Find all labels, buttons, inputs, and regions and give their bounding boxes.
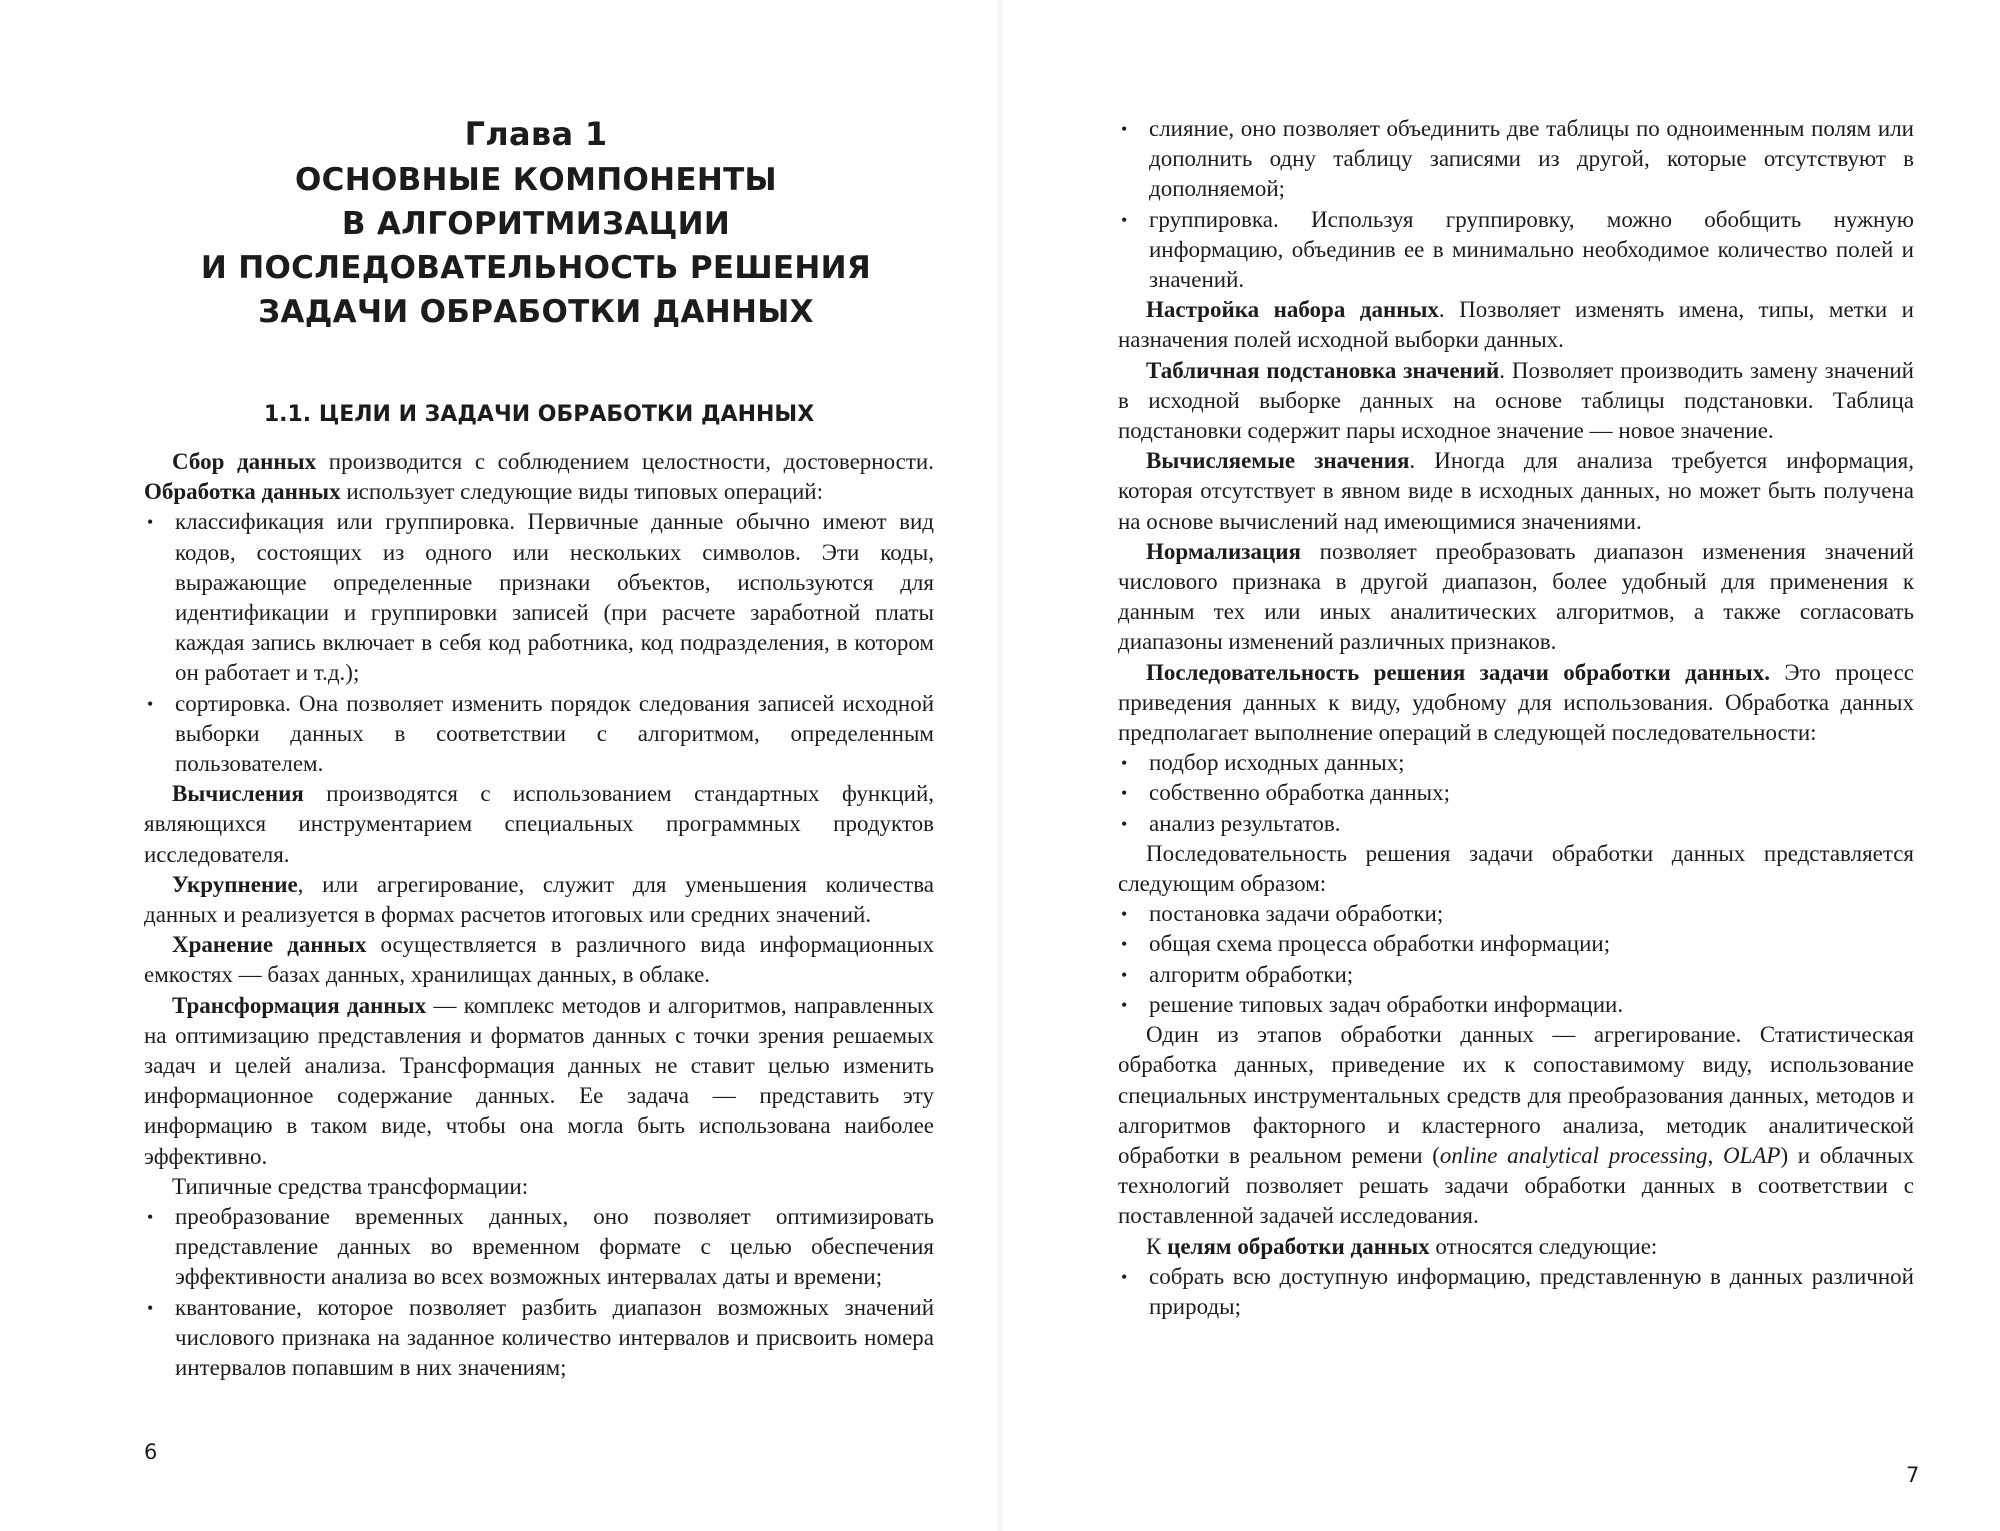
paragraph-calculations (144, 779, 934, 870)
paragraph-text: позволяет преобразовать диапазон изменения значений числового признака в другой диапазон, более удобный для применения к данным тех или иных аналитических алгоритмов, а также согласовать диапазоны изменений различных признаков. (1118, 538, 1914, 655)
paragraph-transform-tools: Типичные средства трансформации: (172, 1173, 529, 1199)
chapter-heading (138, 112, 934, 334)
paragraph-table-substitution (1118, 356, 1914, 447)
term: Нормализация (1146, 538, 1301, 564)
list-item: • постановка задачи обработки; (1118, 899, 1914, 929)
left-text-column (144, 112, 934, 1383)
paragraph-text: , или агрегирование, служит для уменьшения количества данных и реализуется в формах расчетов итоговых или средних значений. (144, 871, 934, 928)
paragraph-text: использует следующие виды типовых операций: (340, 479, 823, 505)
section-title: 1.1. ЦЕЛИ И ЗАДАЧИ ОБРАБОТКИ ДАННЫХ (263, 402, 815, 427)
processing-steps-list (1118, 748, 1914, 839)
chapter-title-line: ЗАДАЧИ ОБРАБОТКИ ДАННЫХ (258, 294, 814, 330)
term: Вычисления (172, 781, 304, 807)
paragraph-text: производится с соблюдением целостности, достоверности. (316, 449, 934, 474)
list-item: • собственно обработка данных; (1118, 778, 1914, 808)
term: Вычисляемые значения (1146, 448, 1410, 474)
goals-list (1118, 1262, 1914, 1322)
paragraph-data-collection (144, 447, 934, 507)
page-number: 7 (1906, 1463, 1920, 1487)
paragraph-text: — комплекс методов и алгоритмов, направленных на оптимизацию представления и форматов данных с точки зрения решаемых задач и целей анализа. Трансформация данных не ставит целью изменить информационное содержание данных. Ее задача — представить эту информацию в таком виде, чтобы она могла быть использована наиболее эффективно. (144, 992, 934, 1169)
term: Хранение данных (172, 932, 367, 958)
operations-list (144, 507, 934, 779)
list-item: • собрать всю доступную информацию, представленную в данных различной природы; (1118, 1262, 1914, 1322)
term: Сбор данных (172, 449, 317, 474)
chapter-title-line: ОСНОВНЫЕ КОМПОНЕНТЫ (295, 162, 777, 198)
list-item: • анализ результатов. (1118, 809, 1914, 839)
list-item: • подбор исходных данных; (1118, 748, 1914, 778)
paragraph-goals (1118, 1232, 1914, 1262)
paragraph-normalization (1118, 537, 1914, 658)
paragraph-solution-sequence (1118, 658, 1914, 749)
paragraph-text: Один из этапов обработки данных — агрегирование. Статистическая обработка данных, приведение их к сопоставимому виду, использование специальных инструментальных средств для преобразования данных, методов и алгоритмов факторного и кластерного анализа, методик аналитической обработки в реальном ремени ( (1118, 1022, 1914, 1168)
paragraph-aggregation (144, 870, 934, 930)
term: целям обработки данных (1167, 1233, 1430, 1259)
solution-list (1118, 899, 1914, 1020)
list-item: • сортировка. Она позволяет изменить порядок следования записей исходной выборки данных в соответствии с алгоритмом, определенным пользователем. (144, 689, 934, 780)
right-text-column (1118, 114, 1914, 1322)
paragraph-aggregation-stage (1118, 1020, 1914, 1231)
paragraph-storage (144, 930, 934, 990)
paragraph-text: . Позволяет производить замену значений в исходной выборке данных на основе таблицы подстановки. Таблица подстановки содержит пары исходное значение — новое значение. (1118, 357, 1914, 444)
list-item: • преобразование временных данных, оно позволяет оптимизировать представление данных во временном формате с целью обеспечения эффективности анализа во всех возможных интервалах даты и времени; (144, 1202, 934, 1293)
paragraph-text: производятся с использованием стандартных функций, являющихся инструментарием специальных программных продуктов исследователя. (144, 781, 934, 867)
term: Укрупнение (172, 871, 298, 897)
list-item: • квантование, которое позволяет разбить диапазон возможных значений числового признака на заданное количество интервалов и присвоить номера интервалов попавшим в них значениям; (144, 1293, 934, 1384)
italic-term: OLAP (1722, 1142, 1781, 1168)
page-number: 6 (144, 1440, 158, 1464)
paragraph-text: . Иногда для анализа требуется информация, которая отсутствует в явном виде в исходных данных, но может быть получена на основе вычислений над имеющимися значениями. (1118, 448, 1914, 534)
transformation-list-continued (1118, 114, 1914, 295)
term: Последовательность решения задачи обработки данных. (1146, 659, 1770, 685)
list-item: • слияние, оно позволяет объединить две таблицы по одноименным полям или дополнить одну таблицу записями из другой, которые отсутствуют в дополняемой; (1118, 114, 1914, 205)
chapter-title-line: И ПОСЛЕДОВАТЕЛЬНОСТЬ РЕШЕНИЯ (200, 250, 872, 286)
paragraph-text: относятся следующие: (1429, 1233, 1658, 1259)
term: Трансформация данных (172, 992, 427, 1018)
transformation-list (144, 1202, 934, 1383)
paragraph-text: . Позволяет изменять имена, типы, метки и назначения полей исходной выборки данных. (1118, 297, 1914, 353)
list-item: • группировка. Используя группировку, можно обобщить нужную информацию, объединив ее в минимально необходимое количество полей и значений. (1118, 205, 1914, 296)
chapter-title-line: В АЛГОРИТМИЗАЦИИ (341, 206, 731, 242)
paragraph-text: , (1707, 1142, 1723, 1168)
term: Обработка данных (144, 479, 341, 505)
list-item: • общая схема процесса обработки информации; (1118, 929, 1914, 959)
paragraph-computed-values (1118, 446, 1914, 537)
paragraph-transformation (144, 991, 934, 1172)
paragraph-dataset-config (1118, 295, 1914, 355)
paragraph-text: осуществляется в различного вида информационных емкостях — базах данных, хранилищах данных, в облаке. (144, 932, 934, 988)
paragraph-text: ) и облачных технологий позволяет решать задачи обработки данных в соответствии с поставленной задачей исследования. (1118, 1142, 1914, 1229)
list-item: • классификация или группировка. Первичные данные обычно имеют вид кодов, состоящих из одного или нескольких символов. Эти коды, выражающие определенные признаки объектов, используются для идентификации и группировки записей (при расчете заработной платы каждая запись включает в себя код работника, код подразделения, в котором он работает и т.д.); (144, 507, 934, 688)
list-item: • алгоритм обработки; (1118, 960, 1914, 990)
right-page (1000, 0, 2000, 1531)
paragraph-text: К (1146, 1233, 1168, 1259)
list-item: • решение типовых задач обработки информации. (1118, 990, 1914, 1020)
term: Настройка набора данных (1146, 297, 1439, 323)
paragraph-solution-representation: Последовательность решения задачи обработки данных представляется следующим образом: (1118, 840, 1914, 897)
term: Табличная подстановка значений (1146, 357, 1500, 383)
italic-term: online analytical processing (1439, 1142, 1708, 1168)
chapter-label: Глава 1 (464, 115, 608, 153)
paragraph-text: Это процесс приведения данных к виду, удобному для использования. Обработка данных предполагает выполнение операций в следующей последовательности: (1118, 659, 1915, 746)
